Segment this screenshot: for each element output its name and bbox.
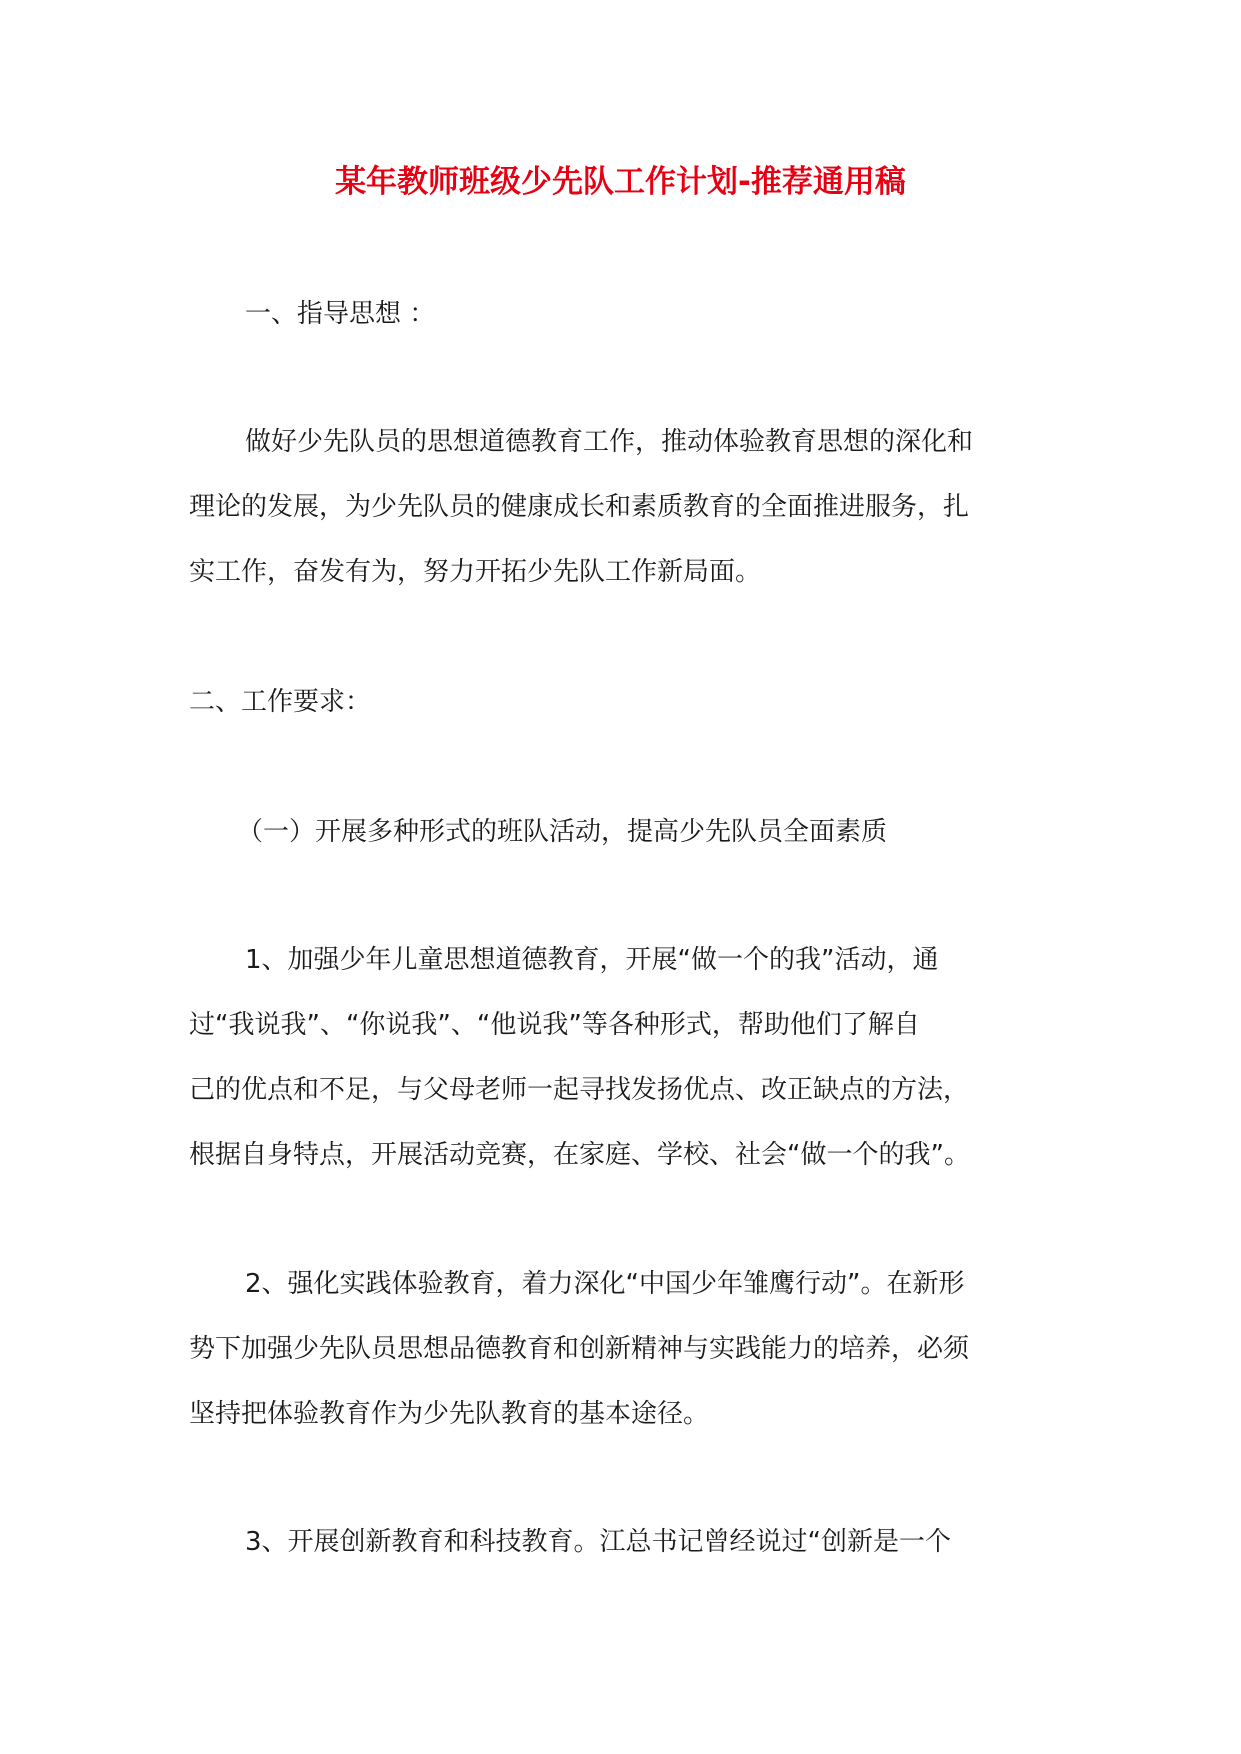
heading-line: 二、工作要求：	[189, 687, 372, 717]
subheading-activities	[189, 800, 1069, 865]
item-line: 势下加强少先队员思想品德教育和创新精神与实践能力的培养，必须	[189, 1334, 970, 1364]
paragraph-line: 理论的发展，为少先队员的健康成长和素质教育的全面推进服务，扎	[189, 492, 970, 522]
document-title: 某年教师班级少先队工作计划-推荐通用稿	[335, 164, 906, 200]
section-heading-work-requirements	[189, 670, 1069, 735]
paragraph-line: 实工作，奋发有为，努力开拓少先队工作新局面。	[189, 557, 762, 587]
item-line: 2、强化实践体验教育，着力深化“中国少年雏鹰行动”。在新形	[245, 1269, 965, 1299]
item-line: 己的优点和不足，与父母老师一起寻找发扬优点、改正缺点的方法，	[189, 1075, 970, 1105]
subheading-line: （一）开展多种形式的班队活动，提高少先队员全面素质	[237, 817, 888, 847]
item-line: 坚持把体验教育作为少先队教育的基本途径。	[189, 1399, 710, 1429]
item-3	[189, 1510, 1069, 1575]
item-1	[189, 928, 1069, 1188]
item-line: 3、开展创新教育和科技教育。江总书记曾经说过“创新是一个	[245, 1527, 952, 1557]
item-line: 过“我说我”、“你说我”、“他说我”等各种形式，帮助他们了解自	[189, 1010, 920, 1040]
item-line: 根据自身特点，开展活动竞赛，在家庭、学校、社会“做一个的我”。	[189, 1140, 970, 1170]
paragraph-guiding-thought	[189, 410, 1069, 605]
paragraph-line: 做好少先队员的思想道德教育工作，推动体验教育思想的深化和	[245, 427, 974, 457]
item-line: 1、加强少年儿童思想道德教育，开展“做一个的我”活动，通	[245, 945, 939, 975]
item-2	[189, 1252, 1069, 1447]
heading-line: 一、指导思想 ：	[245, 299, 436, 329]
section-heading-guiding-thought	[189, 282, 1069, 347]
